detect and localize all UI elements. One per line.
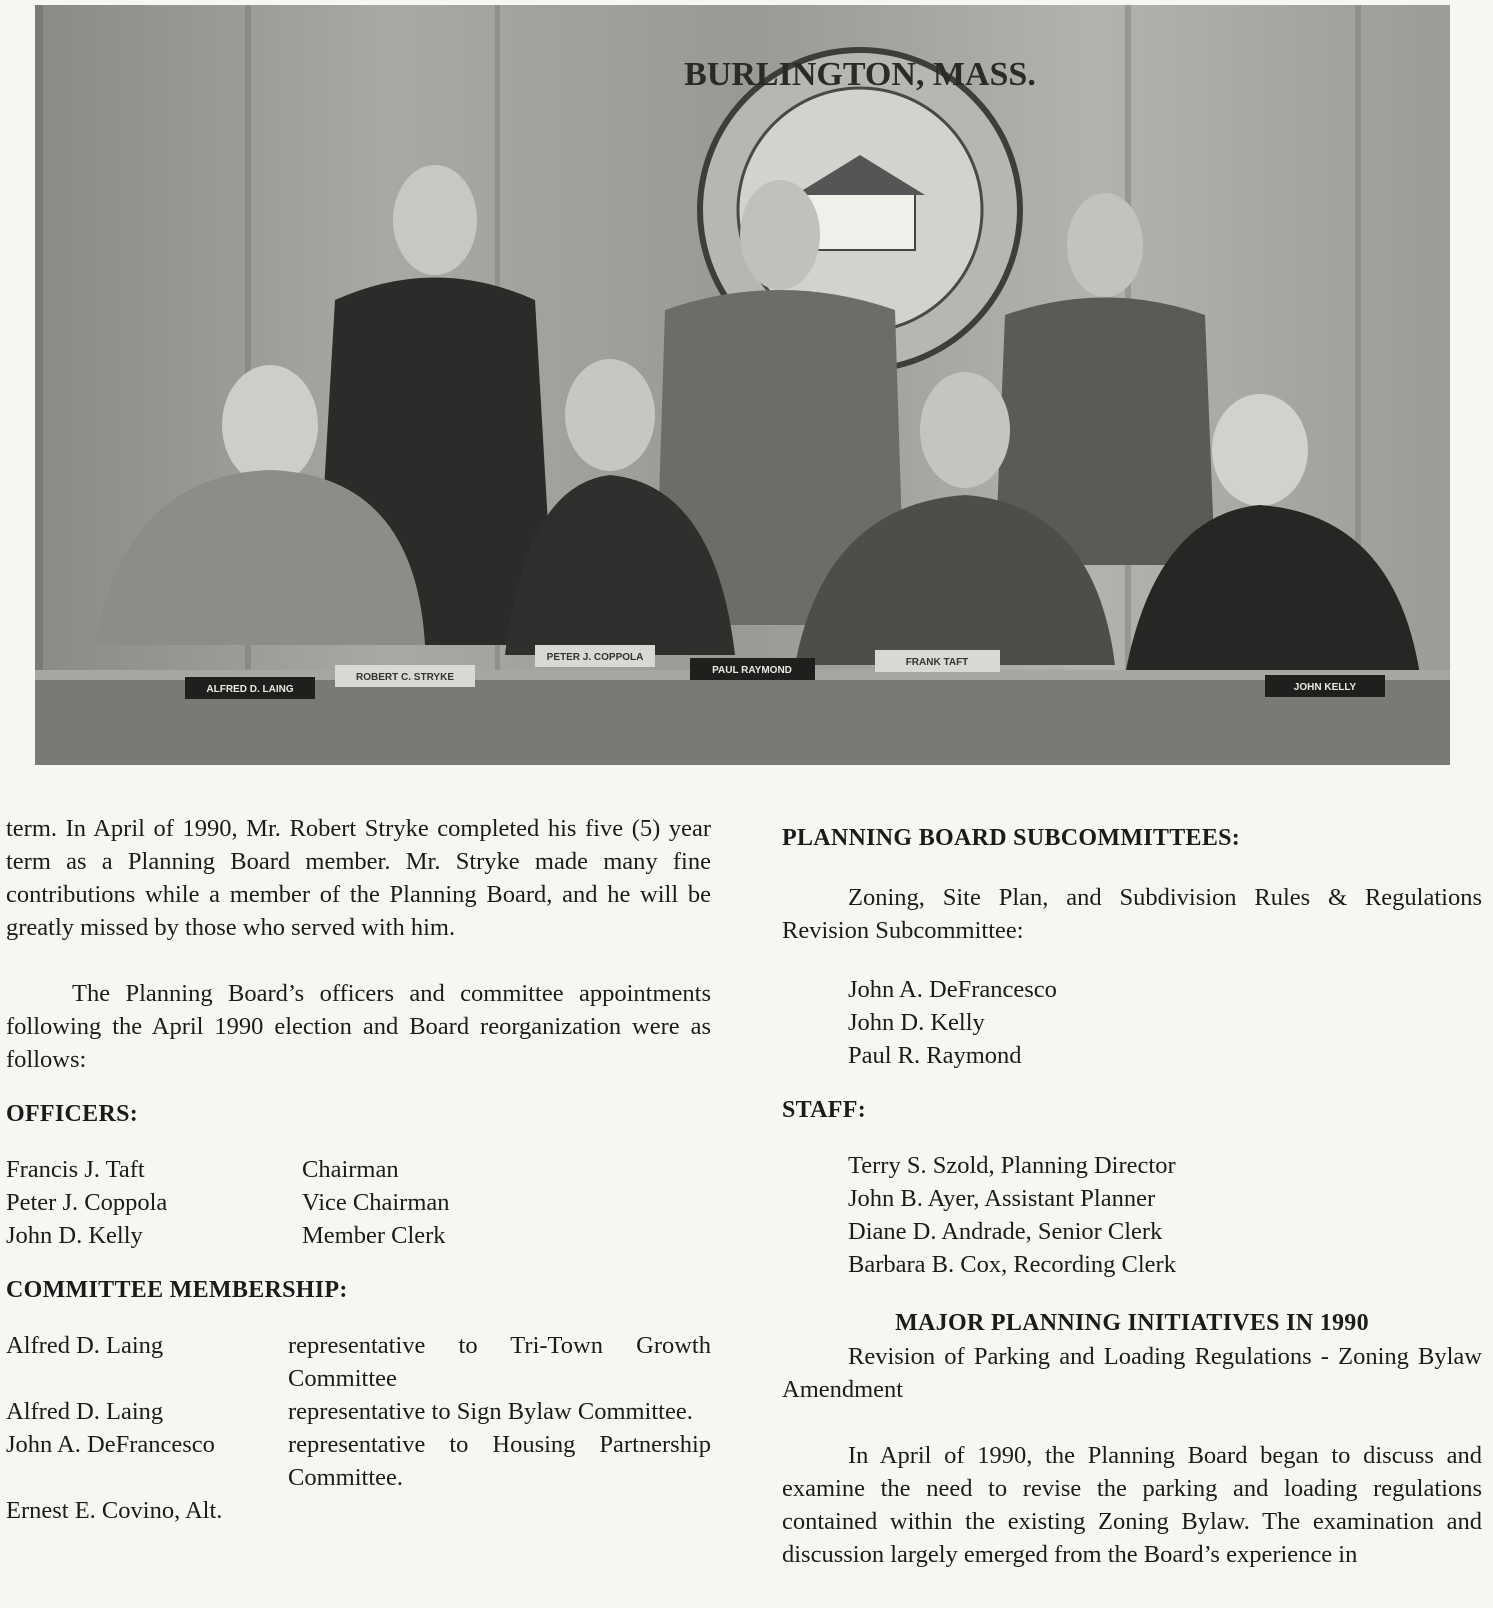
committee-role: representative to Tri-Town Growth Committee xyxy=(288,1332,711,1392)
svg-text:BURLINGTON, MASS.: BURLINGTON, MASS. xyxy=(684,56,1036,93)
subcommittee-members xyxy=(848,973,1482,1072)
officers-heading: OFFICERS: xyxy=(6,1101,139,1127)
subcommittee-title: Zoning, Site Plan, and Subdivision Rules & Regulations Revision Subcommittee: xyxy=(782,884,1482,944)
list-item: Terry S. Szold, Planning Director xyxy=(848,1152,1176,1179)
staff-list xyxy=(848,1149,1482,1281)
svg-text:ALFRED D. LAING: ALFRED D. LAING xyxy=(206,684,294,695)
committee-member: Alfred D. Laing xyxy=(6,1332,164,1359)
committee-row xyxy=(6,1329,711,1395)
committee-row xyxy=(6,1494,711,1527)
committee-role: representative to Housing Partnership Committee. xyxy=(288,1431,711,1491)
committee-member: Alfred D. Laing xyxy=(6,1398,164,1425)
stryke-paragraph: term. In April of 1990, Mr. Robert Stryke completed his five (5) year term as a Planning Board member. Mr. Stryke made many fine contributions while a member of the Planning Board, and he will be greatly missed by those who served with him. xyxy=(6,815,711,941)
right-column xyxy=(782,812,1482,1571)
officer-row xyxy=(6,1186,450,1219)
appointments-paragraph: The Planning Board’s officers and committee appointments following the April 1990 election and Board reorganization were as follows: xyxy=(6,980,711,1073)
svg-text:FRANK TAFT: FRANK TAFT xyxy=(905,657,969,668)
list-item: Diane D. Andrade, Senior Clerk xyxy=(848,1218,1163,1245)
svg-text:ROBERT C. STRYKE: ROBERT C. STRYKE xyxy=(356,672,454,683)
svg-text:PETER J. COPPOLA: PETER J. COPPOLA xyxy=(546,652,644,663)
initiative-paragraph: In April of 1990, the Planning Board began to discuss and examine the need to revise the parking and loading regulations contained within the existing Zoning Bylaw. The examination and discussion largely emerged from the Board’s experience in xyxy=(782,1442,1482,1568)
committee-heading: COMMITTEE MEMBERSHIP: xyxy=(6,1277,348,1303)
committee-role xyxy=(288,1494,711,1527)
list-item: John B. Ayer, Assistant Planner xyxy=(848,1185,1156,1212)
committee-row xyxy=(6,1428,711,1494)
list-item: John A. DeFrancesco xyxy=(848,976,1057,1003)
officer-row xyxy=(6,1219,450,1252)
officer-role: Member Clerk xyxy=(302,1222,446,1249)
officer-role: Chairman xyxy=(302,1156,399,1183)
list-item: John D. Kelly xyxy=(848,1009,985,1036)
officer-row xyxy=(6,1153,450,1186)
initiative-title: Revision of Parking and Loading Regulations - Zoning Bylaw Amendment xyxy=(782,1343,1482,1403)
subcommittees-heading: PLANNING BOARD SUBCOMMITTEES: xyxy=(782,825,1241,851)
board-group-photo xyxy=(35,5,1450,765)
officers-table xyxy=(6,1153,450,1252)
initiatives-heading: MAJOR PLANNING INITIATIVES IN 1990 xyxy=(895,1310,1369,1336)
officer-name: Peter J. Coppola xyxy=(6,1189,168,1216)
committee-row xyxy=(6,1395,711,1428)
committee-role: representative to Sign Bylaw Committee. xyxy=(288,1398,693,1425)
officer-role: Vice Chairman xyxy=(302,1189,450,1216)
svg-text:JOHN KELLY: JOHN KELLY xyxy=(1293,682,1357,693)
committee-member: Ernest E. Covino, Alt. xyxy=(6,1497,223,1524)
svg-text:PAUL RAYMOND: PAUL RAYMOND xyxy=(712,665,792,676)
left-column xyxy=(6,812,711,1527)
list-item: Paul R. Raymond xyxy=(848,1042,1022,1069)
group-photo-icon xyxy=(35,5,1450,765)
officer-name: Francis J. Taft xyxy=(6,1156,145,1183)
committee-table xyxy=(6,1329,711,1527)
list-item: Barbara B. Cox, Recording Clerk xyxy=(848,1251,1176,1278)
officer-name: John D. Kelly xyxy=(6,1222,143,1249)
staff-heading: STAFF: xyxy=(782,1097,867,1123)
committee-member: John A. DeFrancesco xyxy=(6,1431,215,1458)
